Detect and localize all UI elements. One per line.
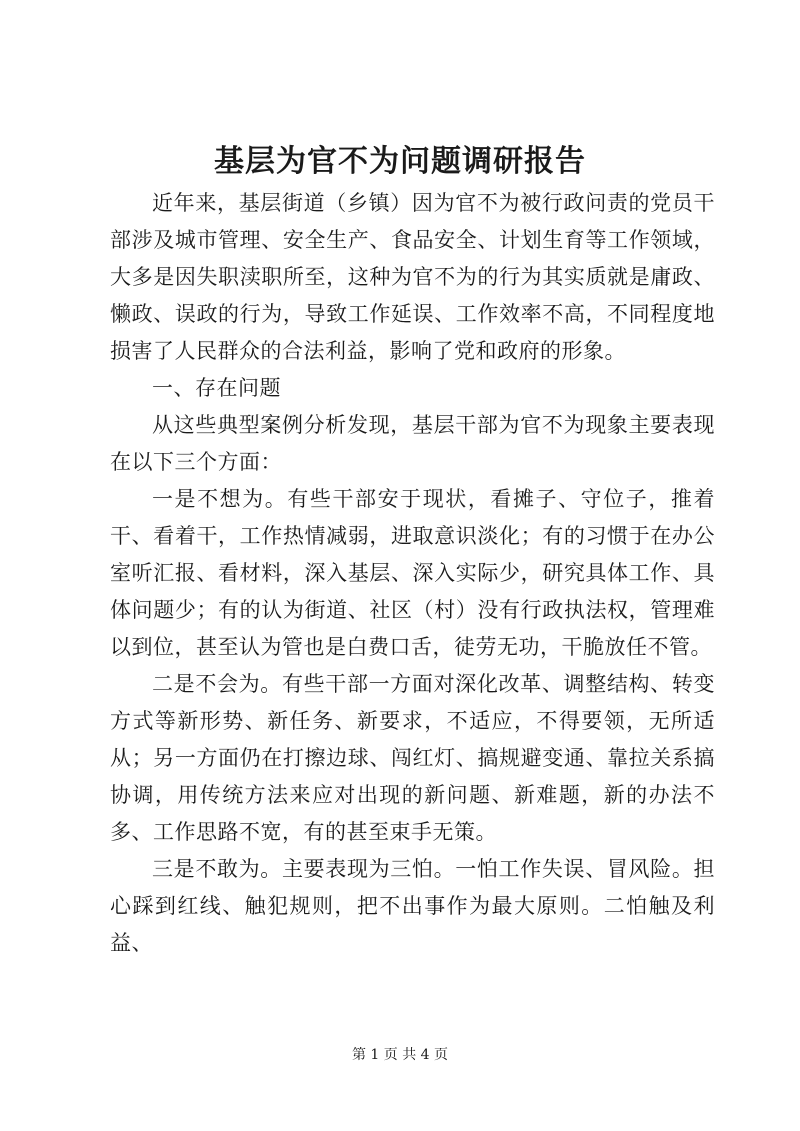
section-heading: 一、存在问题 — [152, 376, 281, 400]
paragraph-point-3: 三是不敢为。主要表现为三怕。一怕工作失误、冒风险。担心踩到红线、触犯规则，把不出事作为最大原则。二怕触及利益、 — [110, 857, 715, 955]
page-number-footer: 第 1 页 共 4 页 — [351, 1047, 449, 1063]
document-title: 基层为官不为问题调研报告 — [214, 144, 586, 179]
document-body — [110, 185, 715, 962]
paragraph-intro: 近年来，基层街道（乡镇）因为官不为被行政问责的党员干部涉及城市管理、安全生产、食品安全、计划生育等工作领域，大多是因失职渎职所至，这种为官不为的行为其实质就是庸政、懒政、误政的行为，导致工作延误、工作效率不高，不同程度地损害了人民群众的合法利益，影响了党和政府的形象。 — [110, 191, 715, 363]
paragraph-point-1: 一是不想为。有些干部安于现状，看摊子、守位子，推着干、看着干，工作热情减弱，进取意识淡化；有的习惯于在办公室听汇报、看材料，深入基层、深入实际少，研究具体工作、具体问题少；有的认为街道、社区（村）没有行政执法权，管理难以到位，甚至认为管也是白费口舌，徒劳无功，干脆放任不管。 — [110, 487, 715, 659]
paragraph-overview: 从这些典型案例分析发现，基层干部为官不为现象主要表现在以下三个方面： — [110, 413, 715, 474]
paragraph-point-2: 二是不会为。有些干部一方面对深化改革、调整结构、转变方式等新形势、新任务、新要求，不适应，不得要领，无所适从；另一方面仍在打擦边球、闯红灯、搞规避变通、靠拉关系搞协调，用传统方法来应对出现的新问题、新难题，新的办法不多、工作思路不宽，有的甚至束手无策。 — [110, 672, 715, 844]
